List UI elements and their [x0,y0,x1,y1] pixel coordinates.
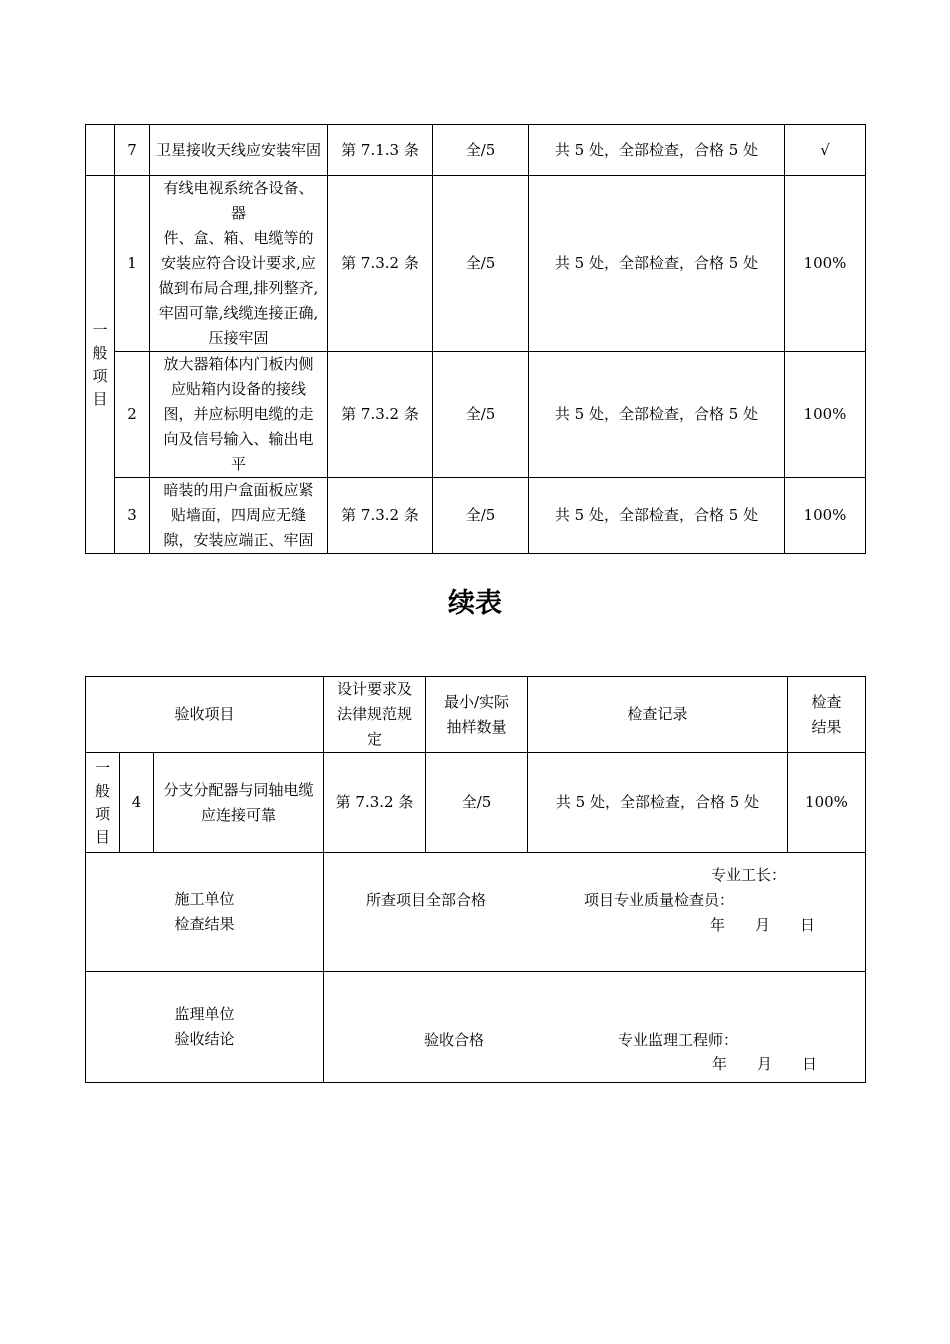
item-clause: 第 7.3.2 条 [324,753,426,853]
item-result: 100% [785,176,866,352]
item-clause: 第 7.3.2 条 [328,352,433,478]
item-record: 共 5 处，全部检查，合格 5 处 [529,352,785,478]
supervision-conclusion: 验收合格 [424,1031,485,1049]
item-sample: 全/5 [433,125,529,176]
item-clause: 第 7.1.3 条 [328,125,433,176]
item-result: 100% [788,753,866,853]
inspection-table-continued [85,676,866,1083]
header-record: 检查记录 [528,677,788,753]
supervision-row [86,972,866,1083]
table-row [86,125,866,176]
group-label-general-items: 一 般 项 目 [86,176,115,554]
table-row [86,352,866,478]
section-title: 续表 [448,588,502,619]
item-content: 暗装的用户盒面板应紧 贴墙面，四周应无缝 隙，安装应端正、牢固 [150,478,328,554]
supervising-engineer-label: 专业监理工程师： [618,1031,739,1049]
item-record: 共 5 处，全部检查，合格 5 处 [529,125,785,176]
item-content: 卫星接收天线应安装牢固 [150,125,328,176]
item-content: 分支分配器与同轴电缆 应连接可靠 [154,753,324,853]
item-result: 100% [785,352,866,478]
quality-inspector-label: 项目专业质量检查员： [584,891,735,909]
foreman-label: 专业工长： [710,866,786,884]
item-record: 共 5 处，全部检查，合格 5 处 [529,478,785,554]
construction-conclusion: 所查项目全部合格 [366,891,487,909]
table-header-row [86,677,866,753]
item-content: 有线电视系统各设备、 器 件、盒、箱、电缆等的 安装应符合设计要求,应 做到布局合理,排列整齐, 牢固可靠,线缆连接正确, 压接牢固 [150,176,328,352]
header-item: 验收项目 [86,677,324,753]
item-sample: 全/5 [433,352,529,478]
inspection-table-top [85,124,866,554]
item-record: 共 5 处，全部检查，合格 5 处 [528,753,788,853]
group-cell-empty [86,125,115,176]
supervision-date: 年 月 日 [712,1055,818,1073]
construction-date: 年 月 日 [710,916,816,934]
item-clause: 第 7.3.2 条 [328,176,433,352]
item-number: 1 [115,176,150,352]
supervision-unit-label: 监理单位 验收结论 [86,972,324,1083]
item-number: 2 [115,352,150,478]
item-sample: 全/5 [433,176,529,352]
item-sample: 全/5 [426,753,528,853]
table-row [86,176,866,352]
item-sample: 全/5 [433,478,529,554]
item-record: 共 5 处，全部检查，合格 5 处 [529,176,785,352]
header-result: 检查 结果 [788,677,866,753]
item-number: 3 [115,478,150,554]
item-result: √ [785,125,866,176]
table-row [86,478,866,554]
construction-result-cell [324,853,866,972]
item-clause: 第 7.3.2 条 [328,478,433,554]
header-clause: 设计要求及 法律规范规 定 [324,677,426,753]
item-number: 4 [120,753,154,853]
group-label-general-items: 一 般 项 目 [86,753,120,853]
supervision-result-cell [324,972,866,1083]
construction-row [86,853,866,972]
table-row [86,753,866,853]
construction-unit-label: 施工单位 检查结果 [86,853,324,972]
item-number: 7 [115,125,150,176]
header-sample: 最小/实际 抽样数量 [426,677,528,753]
item-content: 放大器箱体内门板内侧 应贴箱内设备的接线 图，并应标明电缆的走 向及信号输入、输出电 平 [150,352,328,478]
item-result: 100% [785,478,866,554]
